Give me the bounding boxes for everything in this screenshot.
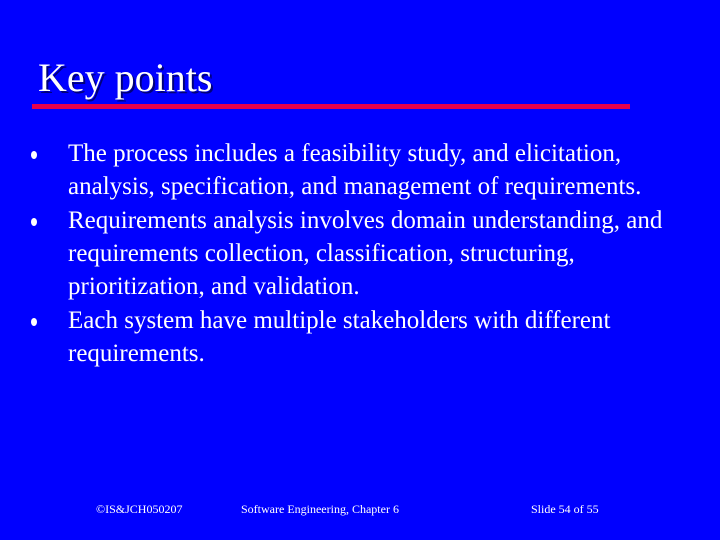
bullet-dot-icon (31, 151, 37, 159)
title-underline (32, 104, 630, 109)
bullet-text: Requirements analysis involves domain understanding, and requirements collection, classification, structuring, prioritization, and validation. (68, 207, 663, 300)
footer-course: Software Engineering, Chapter 6 (241, 502, 399, 516)
bullet-list (0, 137, 720, 371)
bullet-text: Each system have multiple stakeholders with different requirements. (68, 307, 611, 367)
slide-title: Key points (38, 55, 213, 100)
bullet-text: The process includes a feasibility study, and elicitation, analysis, specification, and management of requirements. (68, 140, 642, 200)
bullet-dot-icon (31, 218, 37, 226)
footer-slide-number: Slide 54 of 55 (531, 502, 599, 516)
bullet-item (0, 204, 720, 303)
bullet-item (0, 137, 720, 203)
bullet-dot-icon (31, 318, 37, 326)
bullet-item (0, 304, 720, 370)
footer-copyright: ©IS&JCH050207 (96, 502, 183, 516)
